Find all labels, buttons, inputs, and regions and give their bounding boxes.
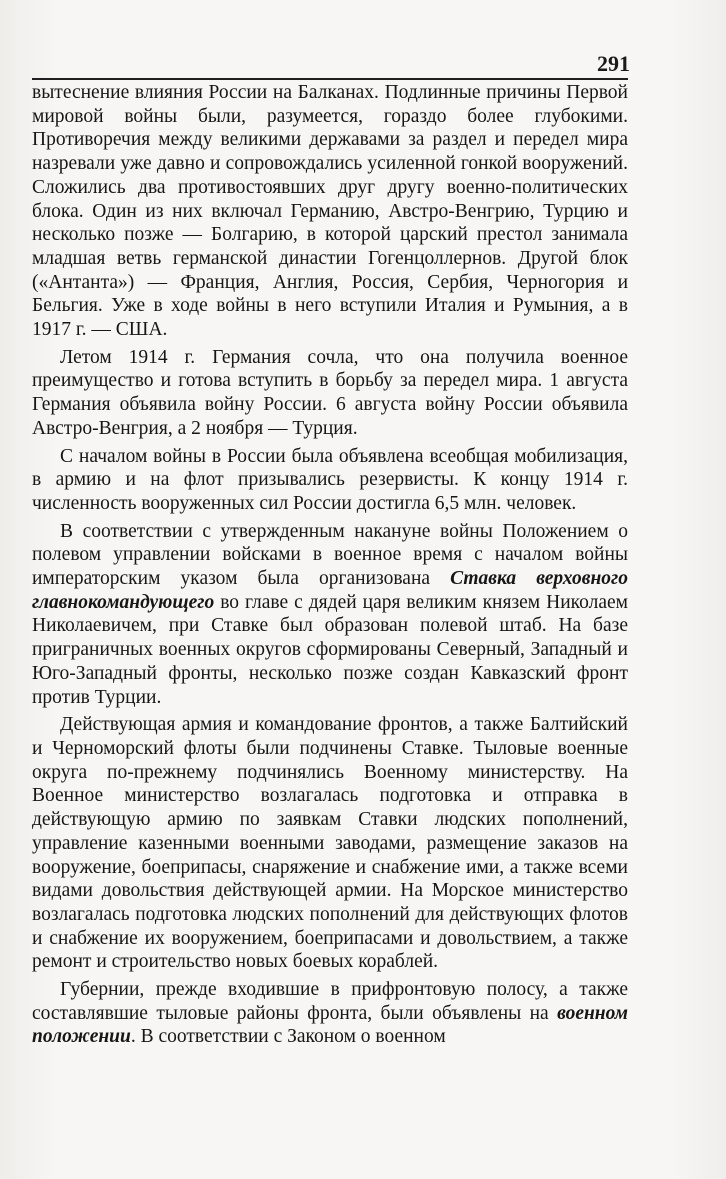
paragraph: [32, 978, 628, 1049]
paragraph-text: во главе с дядей царя великим князем Николаем Николаевичем, при Ставке был образован полевой штаб. На базе приграничных военных округов сформированы Северный, Западный и Юго-Западный фронты, несколько позже создан Кавказский фронт против Турции.: [32, 591, 628, 708]
paragraph-text: вытеснение влияния России на Балканах. Подлинные причины Первой мировой войны были, разумеется, гораздо более глубокими. Противоречия между великими державами за раздел и передел мира назревали уже давно и сопровождались усиленной гонкой вооружений. Сложились два противостоявших друг другу военно-политических блока. Один из них включал Германию, Австро-Венгрию, Турцию и несколько позже — Болгарию, в которой царский престол занимала младшая ветвь германской династии Гогенцоллернов. Другой блок («Антанта») — Франция, Англия, Россия, Сербия, Черногория и Бельгия. Уже в ходе войны в него вступили Италия и Румыния, а в 1917 г. — США.: [32, 82, 628, 341]
emphasized-term: военном положении: [32, 1002, 628, 1048]
paragraph-text: С началом войны в России была объявлена всеобщая мобилизация, в армию и на флот призывались резервисты. К концу 1914 г. численность вооруженных сил России достигла 6,5 млн. человек.: [32, 445, 628, 514]
body-text: [32, 81, 628, 1049]
paragraph-text: В соответствии с утвержденным накануне войны Положением о полевом управлении войсками в военное время с началом войны императорским указом была организована: [32, 520, 628, 590]
emphasized-term: Ставка верховного главнокомандующего: [32, 568, 628, 613]
paragraph-text: Губернии, прежде входившие в прифронтовую полосу, а также составлявшие тыловые районы фронта, были объявлены на: [32, 979, 628, 1024]
paragraph-text: Летом 1914 г. Германия сочла, что она получила военное преимущество и готова вступить в борьбу за передел мира. 1 августа Германия объявила войну России. 6 августа войну России объявила Австро-Венгрия, а 2 ноября — Турция.: [32, 346, 628, 439]
paragraph: [32, 520, 628, 710]
page-number: 291: [597, 51, 630, 76]
header-rule: [32, 78, 628, 80]
paragraph: [32, 713, 628, 974]
paragraph-text: . В соответствии с Законом о военном: [130, 1026, 446, 1048]
paragraph: [32, 346, 628, 441]
paragraph: [32, 445, 628, 516]
paragraph: [32, 81, 628, 342]
paragraph-text: Действующая армия и командование фронтов, а также Балтийский и Черноморский флоты были подчинены Ставке. Тыловые военные округа по-прежнему подчинялись Военному министерству. На Военное министерство возлагалась подготовка и отправка в действующую армию по заявкам Ставки людских пополнений, управление казенными военными заводами, размещение заказов на вооружение, боеприпасы, снаряжение и снабжение ими, а также всеми видами довольствия действующей армии. На Морское министерство возлагалась подготовка людских пополнений для действующих флотов и снабжение их вооружением, боеприпасами и довольствием, а также ремонт и строительство новых боевых кораблей.: [32, 714, 628, 973]
